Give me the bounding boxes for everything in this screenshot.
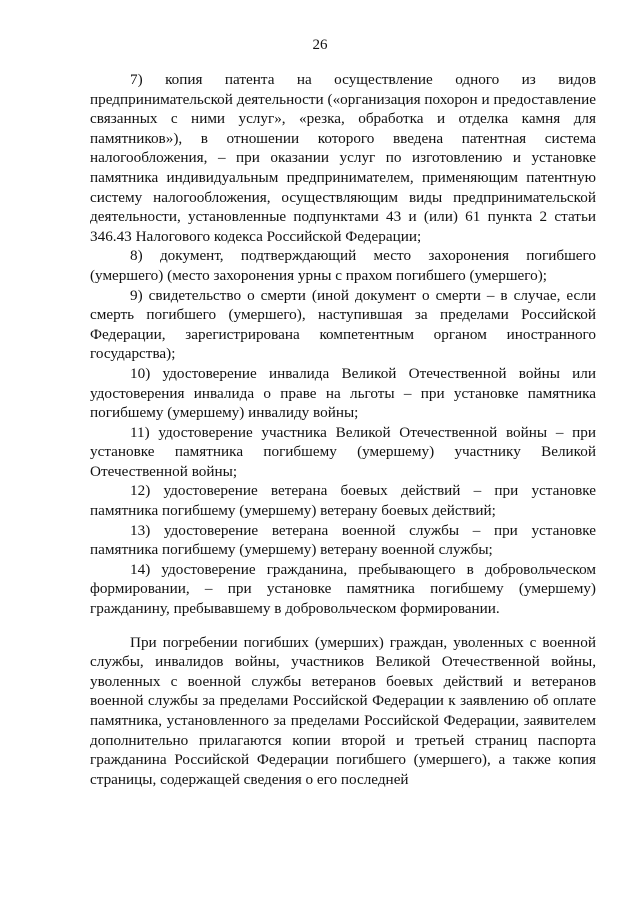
list-item-9: 9) свидетельство о смерти (иной документ о смерти – в случае, если смерть погибшего (умершего), наступившая за пределами Российской Федерации, зарегистрирована компетентным органом иностранного государства); [90,286,596,363]
list-item-12: 12) удостоверение ветерана боевых действий – при установке памятника погибшему (умершему) ветерану боевых действий; [90,482,596,520]
list-item-7: 7) копия патента на осуществление одного из видов предпринимательской деятельности («организация похорон и предоставление связанных с ними услуг», «резка, обработка и отделка камня для памятников»), в отношении которого введена патентная система налогообложения, – при оказании услуг по изготовлению и установке памятника индивидуальным предпринимателем, применяющим патентную систему налогообложения, осуществляющим виды предпринимательской деятельности, установленные подпунктами 43 и (или) 61 пункта 2 статьи 346.43 Налогового кодекса Российской Федерации; [90,71,596,245]
list-item-11: 11) удостоверение участника Великой Отечественной войны – при установке памятника погибшему (умершему) участнику Великой Отечественной войны; [90,423,596,480]
body-paragraph: При погребении погибших (умерших) граждан, уволенных с военной службы, инвалидов войны, участников Великой Отечественной войны, уволенных с военной службы ветеранов боевых действий и ветеранов военной службы за пределами Российской Федерации к заявлению об оплате памятника, установленного за пределами Российской Федерации, заявителем дополнительно прилагаются копии второй и третьей страниц паспорта гражданина Российской Федерации погибшего (умершего), а также копия страницы, содержащей сведения о его последней [90,633,596,788]
list-item-13: 13) удостоверение ветерана военной службы – при установке памятника погибшему (умершему) ветерану военной службы; [90,521,596,559]
document-body [90,70,596,789]
list-item-14: 14) удостоверение гражданина, пребывающего в добровольческом формировании, – при установке памятника погибшему (умершему) гражданину, пребывавшему в добровольческом формировании. [90,560,596,618]
list-item-10: 10) удостоверение инвалида Великой Отечественной войны или удостоверения инвалида о праве на льготы – при установке памятника погибшему (умершему) инвалиду войны; [90,364,596,422]
list-item-8: 8) документ, подтверждающий место захоронения погибшего (умершего) (место захоронения урны с прахом погибшего (умершего); [90,247,596,284]
page-number: 26 [312,37,328,53]
